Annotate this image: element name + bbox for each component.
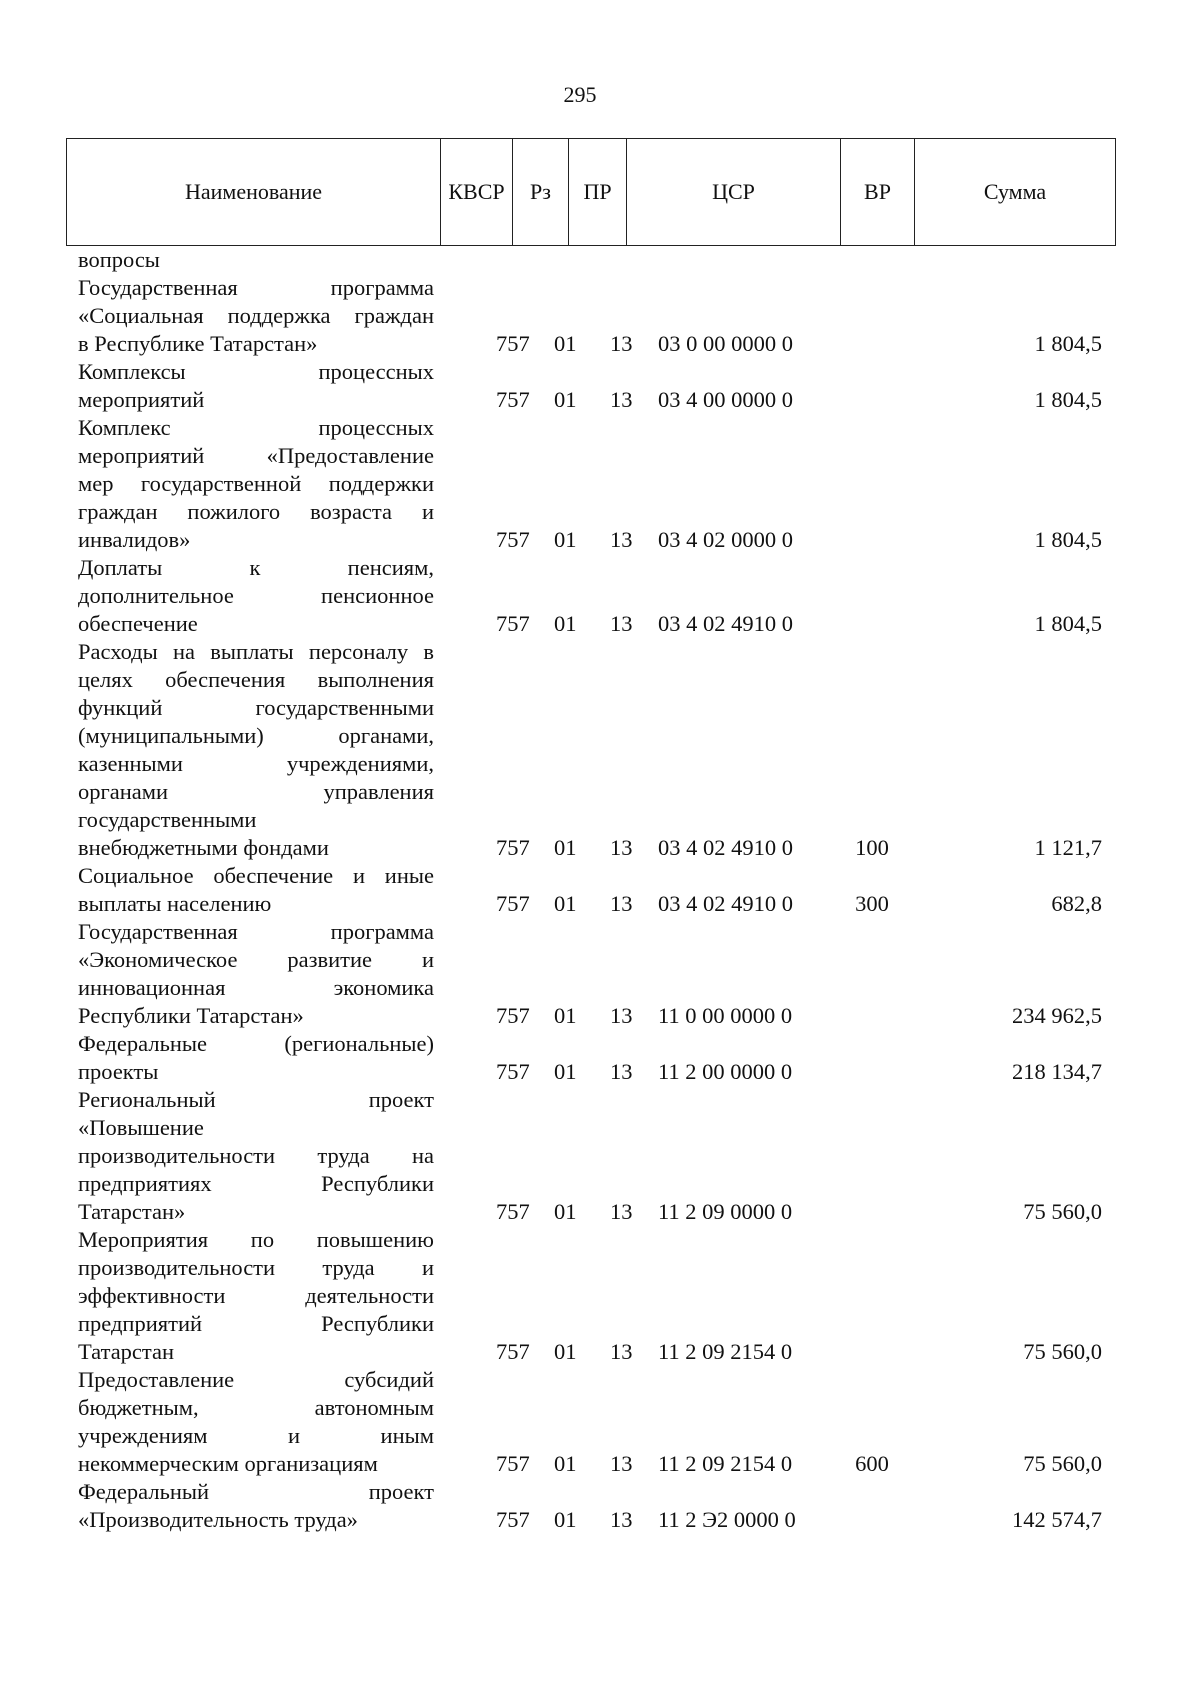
table-row [0, 414, 1200, 554]
row-name-line: целях обеспечения выполнения [78, 667, 434, 692]
row-sum: 1 804,5 [1034, 331, 1102, 356]
row-sum: 75 560,0 [1023, 1199, 1102, 1224]
row-csr: 11 2 09 0000 0 [658, 1199, 793, 1224]
row-pr: 13 [610, 1339, 633, 1364]
row-rz: 01 [554, 611, 577, 636]
row-rz: 01 [554, 891, 577, 916]
row-rz: 01 [554, 527, 577, 552]
row-name-line: Государственная программа [78, 919, 434, 944]
header-pr: ПР [569, 139, 627, 245]
row-name-line: Федеральные (региональные) [78, 1031, 434, 1056]
table-row [0, 1030, 1200, 1086]
table-row [0, 246, 1200, 274]
row-name [78, 918, 434, 1030]
row-rz: 01 [554, 835, 577, 860]
table-row [0, 1366, 1200, 1478]
row-kvsr: 757 [496, 1059, 530, 1084]
row-sum: 1 804,5 [1034, 527, 1102, 552]
row-pr: 13 [610, 891, 633, 916]
row-name [78, 414, 434, 554]
table-row [0, 1226, 1200, 1366]
row-name [78, 1030, 434, 1086]
header-kvsr: КВСР [441, 139, 513, 245]
row-name-line: обеспечение [78, 611, 198, 636]
row-vr: 600 [855, 1451, 889, 1476]
row-pr: 13 [610, 1059, 633, 1084]
table-row [0, 358, 1200, 414]
row-name [78, 1086, 434, 1226]
row-name-line: мер государственной поддержки [78, 471, 434, 496]
row-name-line: предприятий Республики [78, 1311, 434, 1336]
row-sum: 75 560,0 [1023, 1339, 1102, 1364]
row-name-line: инвалидов» [78, 527, 191, 552]
row-sum: 142 574,7 [1012, 1507, 1102, 1532]
row-name [78, 1226, 434, 1366]
row-name-line: «Экономическое развитие и [78, 947, 434, 972]
row-rz: 01 [554, 1451, 577, 1476]
row-name-line: «Производительность труда» [78, 1507, 358, 1532]
row-name-line: Федеральный проект [78, 1479, 434, 1504]
row-name-line: Предоставление субсидий [78, 1367, 434, 1392]
row-rz: 01 [554, 1059, 577, 1084]
row-rz: 01 [554, 1003, 577, 1028]
row-pr: 13 [610, 527, 633, 552]
row-name [78, 862, 434, 918]
row-name-line: Татарстан» [78, 1199, 186, 1224]
row-name [78, 1366, 434, 1478]
row-name-line: государственными [78, 807, 257, 832]
table-row [0, 862, 1200, 918]
row-name-line: внебюджетными фондами [78, 835, 329, 860]
row-rz: 01 [554, 331, 577, 356]
row-name-line: казенными учреждениями, [78, 751, 434, 776]
row-kvsr: 757 [496, 891, 530, 916]
row-name-line: граждан пожилого возраста и [78, 499, 434, 524]
row-csr: 03 4 02 0000 0 [658, 527, 793, 552]
row-name [78, 274, 434, 358]
table-row [0, 1086, 1200, 1226]
row-name-line: в Республике Татарстан» [78, 331, 318, 356]
row-name-line: функций государственными [78, 695, 434, 720]
row-name-line: Республики Татарстан» [78, 1003, 304, 1028]
row-kvsr: 757 [496, 1339, 530, 1364]
row-name-line: производительности труда на [78, 1143, 434, 1168]
row-pr: 13 [610, 387, 633, 412]
row-pr: 13 [610, 1003, 633, 1028]
row-vr: 100 [855, 835, 889, 860]
row-csr: 11 0 00 0000 0 [658, 1003, 793, 1028]
row-kvsr: 757 [496, 1507, 530, 1532]
row-sum: 75 560,0 [1023, 1451, 1102, 1476]
table-row [0, 554, 1200, 638]
row-pr: 13 [610, 611, 633, 636]
row-name-line: Комплекс процессных [78, 415, 434, 440]
row-name-line: Комплексы процессных [78, 359, 434, 384]
row-kvsr: 757 [496, 331, 530, 356]
row-name-line: эффективности деятельности [78, 1283, 434, 1308]
row-name-line: Региональный проект [78, 1087, 434, 1112]
row-name-line: Государственная программа [78, 275, 434, 300]
row-pr: 13 [610, 1199, 633, 1224]
table-body [0, 246, 1200, 1534]
table-row [0, 638, 1200, 862]
row-sum: 1 804,5 [1034, 611, 1102, 636]
row-name-line: инновационная экономика [78, 975, 434, 1000]
row-sum: 218 134,7 [1012, 1059, 1102, 1084]
row-sum: 682,8 [1051, 891, 1102, 916]
row-name-line: выплаты населению [78, 891, 272, 916]
row-pr: 13 [610, 835, 633, 860]
row-name-line: Доплаты к пенсиям, [78, 555, 434, 580]
row-name-line: Социальное обеспечение и иные [78, 863, 434, 888]
row-csr: 03 4 00 0000 0 [658, 387, 793, 412]
row-csr: 03 0 00 0000 0 [658, 331, 793, 356]
row-rz: 01 [554, 1339, 577, 1364]
row-kvsr: 757 [496, 1003, 530, 1028]
row-name-line: «Социальная поддержка граждан [78, 303, 434, 328]
row-csr: 03 4 02 4910 0 [658, 611, 793, 636]
row-kvsr: 757 [496, 1199, 530, 1224]
header-csr: ЦСР [627, 139, 841, 245]
header-vr: ВР [841, 139, 915, 245]
row-sum: 1 121,7 [1034, 835, 1102, 860]
row-name [78, 554, 434, 638]
table-row [0, 1478, 1200, 1534]
row-name [78, 358, 434, 414]
row-name-line: учреждениям и иным [78, 1423, 434, 1448]
row-name-line: Мероприятия по повышению [78, 1227, 434, 1252]
table-row [0, 274, 1200, 358]
row-name-line: бюджетным, автономным [78, 1395, 434, 1420]
row-kvsr: 757 [496, 527, 530, 552]
row-name [78, 638, 434, 862]
table-header [66, 138, 1116, 246]
row-kvsr: 757 [496, 387, 530, 412]
row-csr: 11 2 09 2154 0 [658, 1339, 793, 1364]
row-name-line: «Повышение [78, 1115, 204, 1140]
row-name-line: производительности труда и [78, 1255, 434, 1280]
row-rz: 01 [554, 1199, 577, 1224]
row-sum: 1 804,5 [1034, 387, 1102, 412]
row-name-line: вопросы [78, 247, 160, 272]
row-kvsr: 757 [496, 835, 530, 860]
table-row [0, 918, 1200, 1030]
header-rz: Рз [513, 139, 569, 245]
row-kvsr: 757 [496, 611, 530, 636]
row-name-line: Расходы на выплаты персоналу в [78, 639, 434, 664]
row-sum: 234 962,5 [1012, 1003, 1102, 1028]
row-pr: 13 [610, 1507, 633, 1532]
page-number: 295 [563, 82, 597, 107]
row-csr: 11 2 Э2 0000 0 [658, 1507, 796, 1532]
row-vr: 300 [855, 891, 889, 916]
row-pr: 13 [610, 1451, 633, 1476]
row-csr: 03 4 02 4910 0 [658, 835, 793, 860]
row-name [78, 246, 434, 274]
header-sum: Сумма [983, 179, 1047, 204]
row-csr: 03 4 02 4910 0 [658, 891, 793, 916]
row-name-line: мероприятий «Предоставление [78, 443, 434, 468]
row-name-line: некоммерческим организациям [78, 1451, 378, 1476]
row-rz: 01 [554, 1507, 577, 1532]
row-pr: 13 [610, 331, 633, 356]
row-name-line: проекты [78, 1059, 159, 1084]
row-name [78, 1478, 434, 1534]
row-name-line: дополнительное пенсионное [78, 583, 434, 608]
row-name-line: органами управления [78, 779, 434, 804]
row-kvsr: 757 [496, 1451, 530, 1476]
row-name-line: Татарстан [78, 1339, 175, 1364]
row-rz: 01 [554, 387, 577, 412]
row-name-line: предприятиях Республики [78, 1171, 434, 1196]
row-name-line: мероприятий [78, 387, 205, 412]
header-name: Наименование [67, 139, 441, 245]
row-csr: 11 2 00 0000 0 [658, 1059, 793, 1084]
row-csr: 11 2 09 2154 0 [658, 1451, 793, 1476]
row-name-line: (муниципальными) органами, [78, 723, 434, 748]
